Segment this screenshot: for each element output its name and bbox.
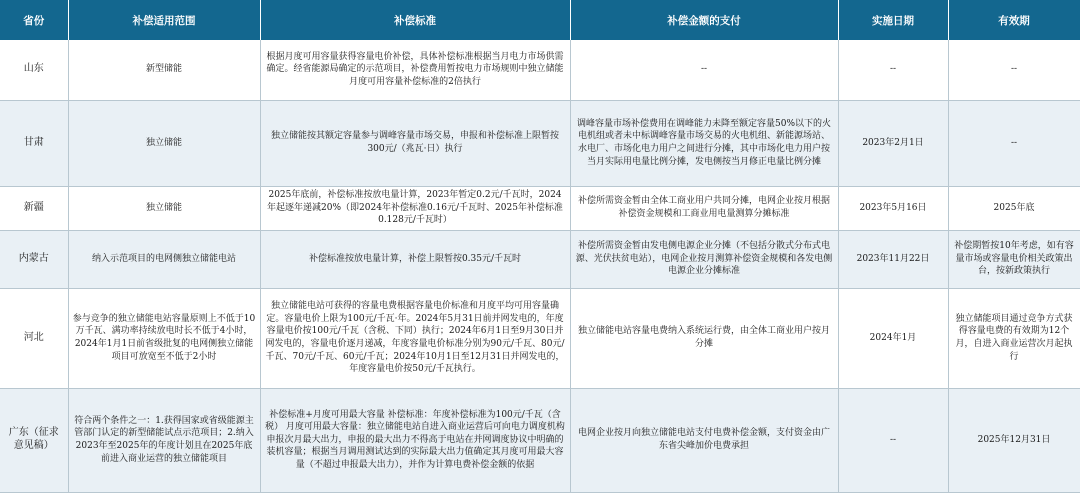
col-header-scope: 补偿适用范围	[68, 0, 260, 40]
col-header-date: 实施日期	[838, 0, 948, 40]
standard-cell: 补偿标准+月度可用最大容量 补偿标准：年度补偿标准为100元/千瓦（含税） 月度可用最大容量：独立储能电站自进入商业运营后可向电力调度机构申报次月最大出力，申报的最大出力不得高于电站在并网调度协议中明确的装机容量；根据当月调用测试达到的实际最大出力值确定其月度可用最大容量（不超过申报最大出力），并作为计算电费补偿金额的依据	[260, 388, 570, 492]
payment-cell: --	[570, 40, 838, 100]
province-cell: 山东	[0, 40, 68, 100]
validity-cell: 补偿期暂按10年考虑，如有容量市场或容量电价相关政策出台，按新政策执行	[948, 230, 1080, 288]
date-cell: 2023年2月1日	[838, 100, 948, 186]
col-header-payment: 补偿金额的支付	[570, 0, 838, 40]
table-row	[0, 100, 1080, 186]
validity-cell: --	[948, 40, 1080, 100]
col-header-standard: 补偿标准	[260, 0, 570, 40]
table-row	[0, 40, 1080, 100]
scope-cell: 符合两个条件之一：1.获得国家或省级能源主管部门认定的新型储能试点示范项目；2.纳入2023年至2025年的年度计划且在2025年底前进入商业运营的独立储能项目	[68, 388, 260, 492]
table-row	[0, 230, 1080, 288]
date-cell: 2023年5月16日	[838, 186, 948, 230]
province-cell: 内蒙古	[0, 230, 68, 288]
col-header-validity: 有效期	[948, 0, 1080, 40]
payment-cell: 电网企业按月向独立储能电站支付电费补偿金额，支付资金由广东省尖峰加价电费承担	[570, 388, 838, 492]
scope-cell: 纳入示范项目的电网侧独立储能电站	[68, 230, 260, 288]
standard-cell: 2025年底前，补偿标准按放电量计算，2023年暂定0.2元/千瓦时，2024年起逐年递减20%（即2024年补偿标准0.16元/千瓦时、2025年补偿标准0.128元/千瓦时）	[260, 186, 570, 230]
date-cell: 2023年11月22日	[838, 230, 948, 288]
payment-cell: 独立储能电站容量电费纳入系统运行费，由全体工商业用户按月分摊	[570, 288, 838, 388]
date-cell: --	[838, 388, 948, 492]
province-cell: 广东（征求意见稿）	[0, 388, 68, 492]
standard-cell: 补偿标准按放电量计算，补偿上限暂按0.35元/千瓦时	[260, 230, 570, 288]
province-cell: 新疆	[0, 186, 68, 230]
validity-cell: 2025年底	[948, 186, 1080, 230]
table-row	[0, 186, 1080, 230]
table-row	[0, 288, 1080, 388]
table-row	[0, 388, 1080, 492]
validity-cell: 独立储能项目通过竞争方式获得容量电费的有效期为12个月，自进入商业运营次月起执行	[948, 288, 1080, 388]
province-cell: 甘肃	[0, 100, 68, 186]
scope-cell: 参与竞争的独立储能电站容量原则上不低于10万千瓦、满功率持续放电时长不低于4小时，2024年1月1日前省级批复的电网侧独立储能项目可放宽至不低于2小时	[68, 288, 260, 388]
payment-cell: 补偿所需资金暂由全体工商业用户共同分摊，电网企业按月根据补偿资金规模和工商业用电量测算分摊标准	[570, 186, 838, 230]
payment-cell: 调峰容量市场补偿费用在调峰能力未降至额定容量50%以下的火电机组或者未中标调峰容量市场交易的火电机组、新能源场站、水电厂、市场化电力用户之间进行分摊，其中市场化电力用户按当月实际用电量比例分摊，发电侧按当月修正电量比例分摊	[570, 100, 838, 186]
standard-cell: 独立储能按其额定容量参与调峰容量市场交易，申报和补偿标准上限暂按300元/（兆瓦·日）执行	[260, 100, 570, 186]
standard-cell: 独立储能电站可获得的容量电费根据容量电价标准和月度平均可用容量确定。容量电价上限为100元/千瓦·年。2024年5月31日前并网发电的，年度容量电价按100元/千瓦（含税、下同）执行；2024年6月1日至9月30日并网发电的，容量电价逐月递减，年度容量电价标准分别为90元/千瓦、80元/千瓦、70元/千瓦、60元/千瓦；2024年10月1日至12月31日并网发电的，年度容量电价按50元/千瓦执行。	[260, 288, 570, 388]
validity-cell: --	[948, 100, 1080, 186]
date-cell: --	[838, 40, 948, 100]
scope-cell: 新型储能	[68, 40, 260, 100]
validity-cell: 2025年12月31日	[948, 388, 1080, 492]
scope-cell: 独立储能	[68, 186, 260, 230]
scope-cell: 独立储能	[68, 100, 260, 186]
standard-cell: 根据月度可用容量获得容量电价补偿，具体补偿标准根据当月电力市场供需确定。经省能源局确定的示范项目，补偿费用暂按电力市场规则中独立储能月度可用容量补偿标准的2倍执行	[260, 40, 570, 100]
date-cell: 2024年1月	[838, 288, 948, 388]
col-header-province: 省份	[0, 0, 68, 40]
province-cell: 河北	[0, 288, 68, 388]
header-row	[0, 0, 1080, 40]
payment-cell: 补偿所需资金暂由发电侧电源企业分摊（不包括分散式分布式电源、光伏扶贫电站），电网企业按月测算补偿资金规模和各发电侧电源企业分摊标准	[570, 230, 838, 288]
